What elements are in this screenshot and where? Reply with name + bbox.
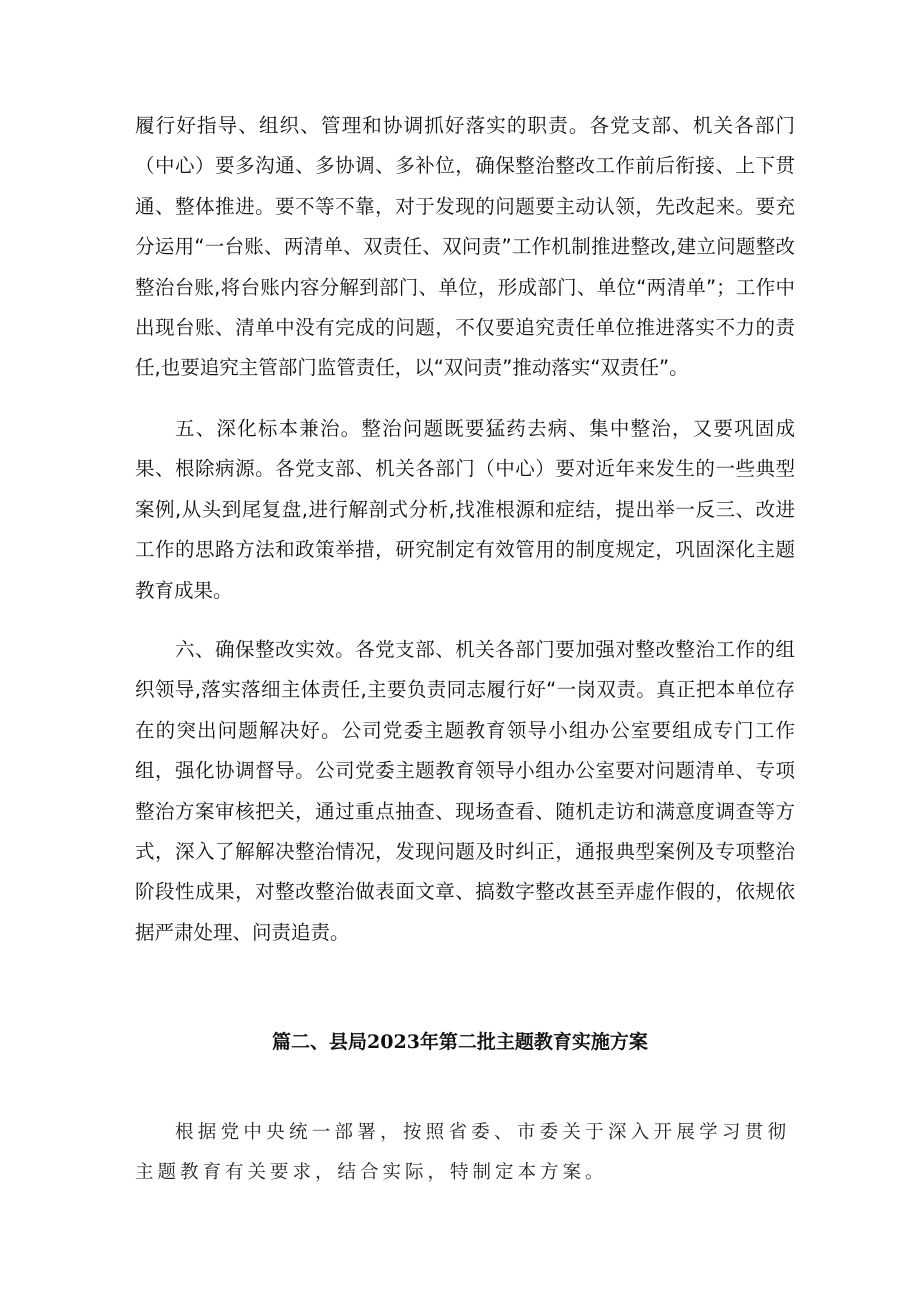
paragraph-responsibilities: 履行好指导、组织、管理和协调抓好落实的职责。各党支部、机关各部门（中心）要多沟通、多协调、多补位，确保整治整改工作前后衔接、上下贯通、整体推进。要不等不靠，对于发现的问题要主动认领，先改起来。要充分运用“一台账、两清单、双责任、双问责”工作机制推进整改,建立问题整改整治台账,将台账内容分解到部门、单位，形成部门、单位“两清单”；工作中出现台账、清单中没有完成的问题，不仅要追究责任单位推进落实不力的责任,也要追究主管部门监管责任，以“双问责”推动落实“双责任”。: [135, 114, 795, 380]
paragraph-section-five: 五、深化标本兼治。整治问题既要猛药去病、集中整治，又要巩固成果、根除病源。各党支部、机关各部门（中心）要对近年来发生的一些典型案例,从头到尾复盘,进行解剖式分析,找准根源和症结，提出举一反三、改进工作的思路方法和政策举措，研究制定有效管用的制度规定，巩固深化主题教育成果。: [135, 417, 795, 602]
paragraph-section-six: 六、确保整改实效。各党支部、机关各部门要加强对整改整治工作的组织领导,落实落细主体责任,主要负责同志履行好“一岗双责。真正把本单位存在的突出问题解决好。公司党委主题教育领导小组办公室要组成专门工作组，强化协调督导。公司党委主题教育领导小组办公室要对问题清单、专项整治方案审核把关，通过重点抽查、现场查看、随机走访和满意度调查等方式，深入了解解决整治情况，发现问题及时纠正，通报典型案例及专项整治阶段性成果，对整改整治做表面文章、搞数字整改甚至弄虚作假的，依规依据严肃处理、问责追责。: [135, 638, 795, 944]
intro-paragraph: 根据党中央统一部署，按照省委、市委关于深入开展学习贯彻主题教育有关要求，结合实际，特制定本方案。: [135, 1122, 790, 1183]
section-title: 篇二、县局2023年第二批主题教育实施方案: [272, 1031, 648, 1053]
